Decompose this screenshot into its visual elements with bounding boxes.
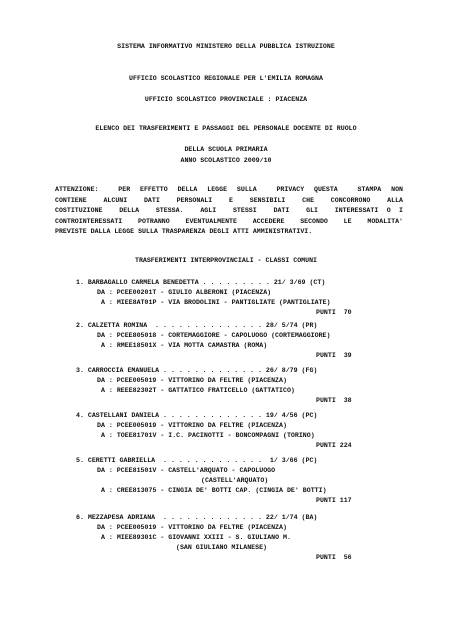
section-title: TRASFERIMENTI INTERPROVINCIALI - CLASSI COMUNI [134, 257, 318, 264]
entry-from: DA : PCEE005019 - VITTORINO DA FELTRE (PIACENZA) [97, 422, 287, 429]
entry-from-continued: (CASTELL'ARQUATO) [201, 477, 269, 484]
privacy-notice-line: ATTENZIONE: PER EFFETTO DELLA LEGGE SULLA PRIVACY QUESTA STAMPA NON [55, 186, 403, 193]
entry-name-line: 4. CASTELLANI DANIELA . . . . . . . . . . . . . 19/ 4/56 (PC) [76, 412, 318, 419]
entry-points: PUNTI 38 [316, 397, 352, 404]
entry-name-line: 1. BARBAGALLO CARMELA BENEDETTA . . . . . . . . . 21/ 3/69 (CT) [76, 279, 326, 286]
header-provincial-office: UFFICIO SCOLASTICO PROVINCIALE : PIACENZA [144, 96, 308, 103]
entry-to: A : TOEE81701V - I.C. PACINOTTI - BONCOMPAGNI (TORINO) [101, 432, 315, 439]
entry-from: DA : PCEE005019 - VITTORINO DA FELTRE (PIACENZA) [97, 377, 287, 384]
entry-from: DA : PCEE81501V - CASTELL'ARQUATO - CAPOLUOGO [97, 467, 276, 474]
entry-to-continued: (SAN GIULIANO MILANESE) [176, 544, 268, 551]
entry-name-line: 6. MEZZAPESA ADRIANA . . . . . . . . . . . . . 22/ 1/74 (BA) [76, 514, 318, 521]
entry-to: A : CREE813075 - CINGIA DE' BOTTI CAP. (CINGIA DE' BOTTI) [101, 487, 327, 494]
entry-points: PUNTI 70 [316, 309, 352, 316]
entry-points: PUNTI 224 [316, 442, 352, 449]
privacy-notice-line: PREVISTE DALLA LEGGE SULLA TRASPARENZA DEGLI ATTI AMMINISTRATIVI. [55, 228, 313, 235]
entry-from: DA : PCEE805018 - CORTEMAGGIORE - CAPOLUOGO (CORTEMAGGIORE) [97, 332, 331, 339]
entry-from: DA : PCEE005019 - VITTORINO DA FELTRE (PIACENZA) [97, 524, 287, 531]
privacy-notice-line: COSTITUZIONE DELLA STESSA. AGLI STESSI DATI GLI INTERESSATI O I [55, 207, 403, 214]
entry-to: A : RMEE18501X - VIA MOTTA CAMASTRA (ROMA) [101, 342, 268, 349]
document-title: ELENCO DEI TRASFERIMENTI E PASSAGGI DEL PERSONALE DOCENTE DI RUOLO [95, 125, 357, 132]
entry-points: PUNTI 117 [316, 497, 352, 504]
entry-points: PUNTI 56 [316, 554, 352, 561]
entry-points: PUNTI 39 [316, 352, 352, 359]
header-ministry: SISTEMA INFORMATIVO MINISTERO DELLA PUBBLICA ISTRUZIONE [117, 43, 335, 50]
entry-from: DA : PCEE00201T - GIULIO ALBERONI (PIACENZA) [97, 289, 272, 296]
entry-to: A : MIEE89301C - GIOVANNI XXIII - S. GIULIANO M. [101, 534, 291, 541]
entry-to: A : REEE82302T - GATTATICO FRATICELLO (GATTATICO) [101, 387, 295, 394]
privacy-notice-line: CONTROINTERESSATI POTRANNO EVENTUALMENTE ACCEDERE SECONDO LE MODALITA' [55, 218, 403, 225]
entry-name-line: 3. CARROCCIA EMANUELA . . . . . . . . . . . . . 26/ 8/79 (FG) [76, 367, 318, 374]
school-year: ANNO SCOLASTICO 2009/10 [180, 157, 272, 164]
entry-name-line: 2. CALZETTA ROMINA . . . . . . . . . . . . . . 28/ 5/74 (PR) [76, 322, 318, 329]
document-subtitle: DELLA SCUOLA PRIMARIA [184, 146, 268, 153]
privacy-notice-line: CONTIENE ALCUNI DATI PERSONALI E SENSIBILI CHE CONCORRONO ALLA [55, 197, 403, 204]
entry-to: A : MIEE8AT01P - VIA BRODOLINI - PANTIGLIATE (PANTIGLIATE) [101, 299, 331, 306]
header-regional-office: UFFICIO SCOLASTICO REGIONALE PER L'EMILIA ROMAGNA [129, 75, 323, 82]
entry-name-line: 5. CERETTI GABRIELLA . . . . . . . . . . . . . 1/ 3/66 (PC) [76, 457, 318, 464]
